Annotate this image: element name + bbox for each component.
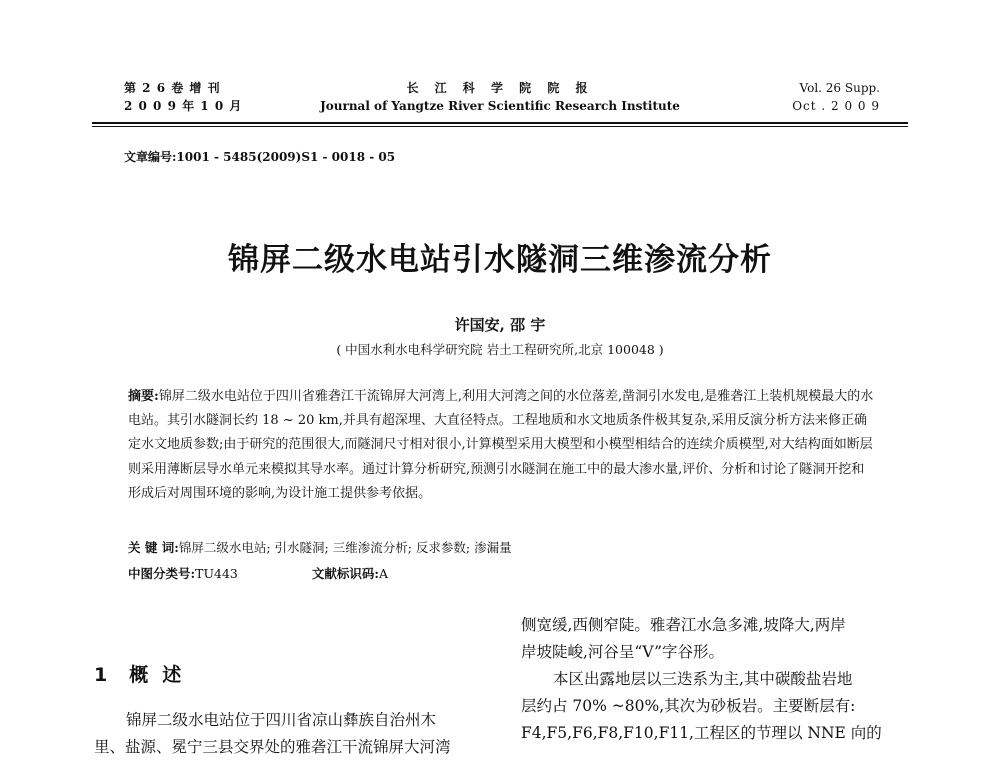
clc-label: 中图分类号: [128, 566, 196, 581]
right-line: 层约占 70% ~80%,其次为砂板岩。主要断层有: [521, 697, 856, 715]
volume-en: Vol. 26 Supp. [799, 81, 880, 95]
classification [128, 564, 388, 582]
right-line: 岸坡陡峻,河谷呈“V”字谷形。 [521, 643, 725, 661]
abstract-text: 锦屏二级水电站位于四川省雅砻江干流锦屏大河湾上,利用大河湾之间的水位落差,凿洞引水发电,是雅砻江上装机规模最大的水电站。其引水隧洞长约 18 ~ 20 km,并具有超深埋、大直径特点。工程地质和水文地质条件极其复杂,采用反演分析方法来修正确定水文地质参数;由于研究的范围很大,而隧洞尺寸相对很小,计算模型采用大模型和小模型相结合的连续介质模型,对大结构面如断层则采用薄断层导水单元来模拟其导水率。通过计算分析研究,预测引水隧洞在施工中的最大渗水量,评价、分析和讨论了隧洞开挖和形成后对周围环境的影响,为设计施工提供参考依据。 [128, 389, 874, 501]
authors: 许国安, 邵 宇 [454, 316, 546, 334]
clc-value: TU443 [195, 566, 238, 581]
affiliation: ( 中国水利水电科学研究院 岩土工程研究所,北京 100048 ) [336, 342, 664, 357]
left-line: 锦屏二级水电站位于四川省凉山彝族自治州木 [126, 711, 437, 729]
journal-title-en: Journal of Yangtze River Scientific Research Institute [320, 99, 680, 113]
volume-cn: 第 2 6 卷 增 刊 [124, 81, 221, 95]
right-line: F4,F5,F6,F8,F10,F11,工程区的节理以 NNE 向的 [521, 724, 882, 742]
date-en: Oct . 2 0 0 9 [792, 99, 880, 113]
doc-code-label: 文献标识码: [311, 566, 379, 581]
section-title: 概述 [129, 664, 196, 686]
header-rule-thin [92, 126, 908, 127]
section-number: 1 [94, 664, 108, 686]
abstract-label: 摘要: [128, 389, 159, 404]
abstract [128, 385, 876, 506]
keywords-text: 锦屏二级水电站; 引水隧洞; 三维渗流分析; 反求参数; 渗漏量 [178, 540, 512, 555]
journal-title-cn: 长 江 科 学 院 院 报 [406, 81, 594, 95]
left-line: 里、盐源、冕宁三县交界处的雅砻江干流锦屏大河湾 [94, 738, 451, 756]
right-line: 本区出露地层以三迭系为主,其中碳酸盐岩地 [553, 670, 853, 688]
doc-code-value: A [378, 566, 389, 581]
keywords [128, 538, 512, 556]
header-rule-thick [92, 122, 908, 124]
right-line: 侧宽缓,西侧窄陡。雅砻江水急多滩,坡降大,两岸 [521, 616, 846, 634]
date-cn: 2 0 0 9 年 1 0 月 [124, 99, 243, 113]
paper-title: 锦屏二级水电站引水隧洞三维渗流分析 [228, 242, 772, 278]
article-number: 文章编号:1001 - 5485(2009)S1 - 0018 - 05 [124, 150, 396, 164]
left-column [94, 707, 494, 761]
section-heading [94, 660, 195, 687]
keywords-label: 关 键 词: [128, 540, 179, 555]
right-column [521, 612, 921, 747]
